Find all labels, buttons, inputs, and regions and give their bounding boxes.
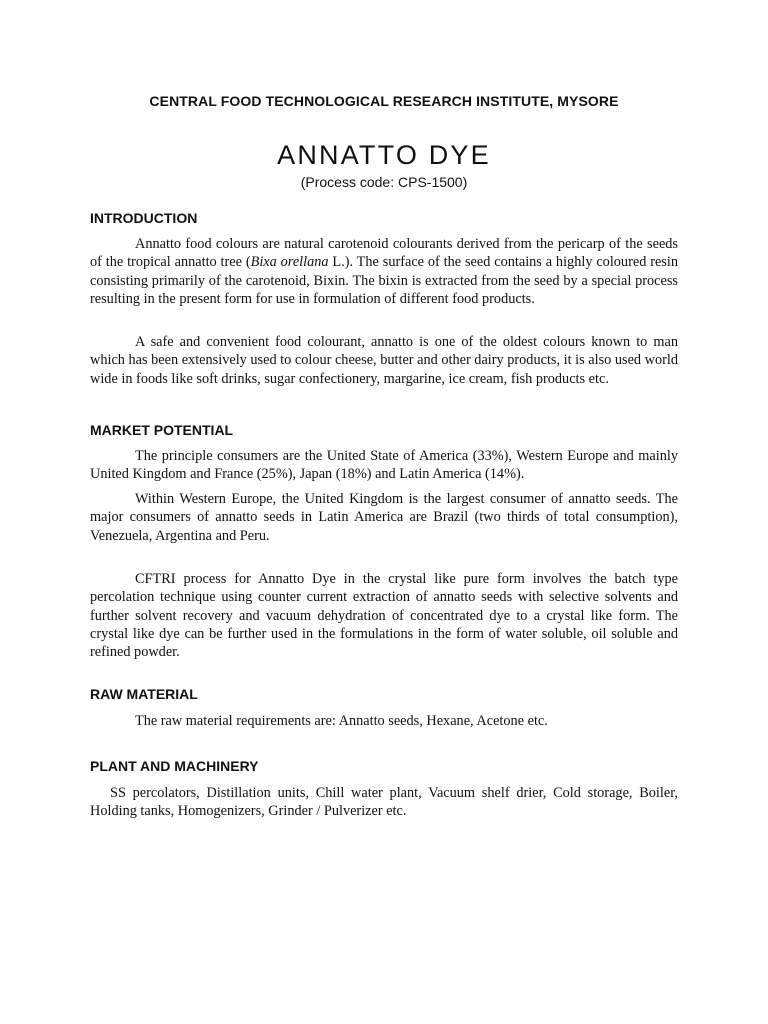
- introduction-paragraph-2: A safe and convenient food colourant, annatto is one of the oldest colours known to man which has been extensively used to colour cheese, butter and other dairy products, it is also used world wide in foods like soft drinks, sugar confectionery, margarine, ice cream, fish products etc.: [90, 334, 679, 387]
- market-paragraph-1: The principle consumers are the United State of America (33%), Western Europe and mainly United Kingdom and France (25%), Japan (18%) and Latin America (14%).: [90, 448, 678, 483]
- heading-market-potential: MARKET POTENTIAL: [90, 422, 234, 438]
- species-name: Bixa orellana: [250, 254, 329, 271]
- heading-raw-material: RAW MATERIAL: [90, 686, 198, 702]
- market-paragraph-3: CFTRI process for Annatto Dye in the crystal like pure form involves the batch type percolation technique using counter current extraction of annatto seeds with selective solvents and further solvent recovery and vacuum dehydration of concentrated dye to a crystal like form. The crystal like dye can be further used in the formulations in the form of water soluble, oil soluble and refined powder.: [90, 571, 678, 661]
- heading-introduction: INTRODUCTION: [90, 210, 198, 226]
- heading-plant-machinery: PLANT AND MACHINERY: [90, 758, 259, 774]
- introduction-paragraph-1: [90, 235, 678, 308]
- introduction-p1-text-a: Annatto food colours are natural carotenoid colourants derived from the pericarp of the seeds of the tropical annatto tree (: [90, 236, 678, 271]
- process-code: (Process code: CPS-1500): [300, 174, 468, 190]
- raw-material-paragraph: The raw material requirements are: Annatto seeds, Hexane, Acetone etc.: [135, 713, 548, 729]
- plant-machinery-paragraph: SS percolators, Distillation units, Chill water plant, Vacuum shelf drier, Cold storage, Boiler, Holding tanks, Homogenizers, Grinder / Pulverizer etc.: [90, 785, 678, 820]
- document-title: ANNATTO DYE: [277, 140, 491, 170]
- introduction-p1-text-b: L.). The surface of the seed contains a highly coloured resin consisting primarily of the carotenoid, Bixin. The bixin is extracted from the seed by a special process resulting in the present form for use in formulation of different food products.: [90, 254, 678, 307]
- market-paragraph-2: Within Western Europe, the United Kingdom is the largest consumer of annatto seeds. The major consumers of annatto seeds in Latin America are Brazil (two thirds of total consumption), Venezuela, Argentina and Peru.: [90, 491, 678, 544]
- institute-name: CENTRAL FOOD TECHNOLOGICAL RESEARCH INSTITUTE, MYSORE: [149, 93, 619, 109]
